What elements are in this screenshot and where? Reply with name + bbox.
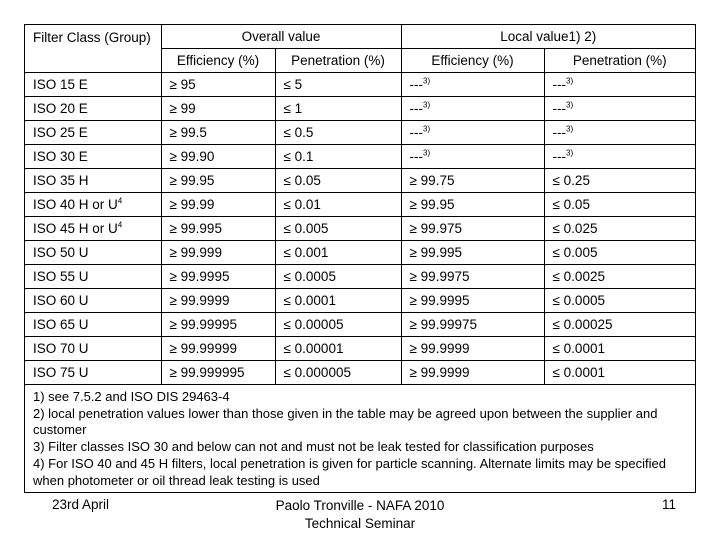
header-local-value: Local value1) 2) xyxy=(401,25,695,49)
table-row xyxy=(25,73,695,97)
local-efficiency-cell-text: --- xyxy=(409,125,424,140)
overall-penetration-cell-text: ≤ 0.005 xyxy=(283,221,329,236)
local-efficiency-cell xyxy=(401,193,544,217)
local-efficiency-cell-text: ≥ 99.975 xyxy=(409,221,462,236)
overall-penetration-cell-text: ≤ 0.0005 xyxy=(283,269,336,284)
header-overall-penetration: Penetration (%) xyxy=(275,49,401,73)
local-penetration-cell-text: --- xyxy=(552,149,567,164)
footer-page-number: 11 xyxy=(661,497,676,512)
footer-author-line1: Paolo Tronville - NAFA 2010 xyxy=(275,498,445,513)
overall-penetration-cell-text: ≤ 0.05 xyxy=(283,173,321,188)
table-row xyxy=(25,217,695,241)
local-efficiency-cell xyxy=(401,337,544,361)
local-penetration-cell-text: ≤ 0.0001 xyxy=(552,341,605,356)
local-penetration-cell-superscript: 3) xyxy=(566,124,574,134)
local-efficiency-cell xyxy=(401,241,544,265)
filter-class-cell xyxy=(25,169,161,193)
local-penetration-cell xyxy=(544,121,695,145)
local-efficiency-cell-superscript: 3) xyxy=(423,148,431,158)
filter-class-cell-text: ISO 60 U xyxy=(33,293,89,308)
table-row xyxy=(25,313,695,337)
local-efficiency-cell-text: ≥ 99.95 xyxy=(409,197,455,212)
local-penetration-cell-text: ≤ 0.0025 xyxy=(552,269,605,284)
local-efficiency-cell-text: ≥ 99.75 xyxy=(409,173,455,188)
footnote: 3) Filter classes ISO 30 and below can not and must not be leak tested for classification purposes xyxy=(33,439,594,455)
overall-efficiency-cell-text: ≥ 95 xyxy=(169,77,196,92)
overall-penetration-cell-text: ≤ 0.00001 xyxy=(283,341,344,356)
local-efficiency-cell-superscript: 3) xyxy=(423,100,431,110)
table-row xyxy=(25,145,695,169)
filter-class-cell xyxy=(25,97,161,121)
filter-class-cell-text: ISO 50 U xyxy=(33,245,89,260)
local-penetration-cell xyxy=(544,289,695,313)
footnote: 4) For ISO 40 and 45 H filters, local penetration is given for particle scanning. Alternate limits may be specified when photometer or oil thread leak testing is used xyxy=(33,455,666,488)
footnote: 1) see 7.5.2 and ISO DIS 29463-4 xyxy=(33,389,230,404)
local-efficiency-cell xyxy=(401,289,544,313)
overall-efficiency-cell-text: ≥ 99.9999 xyxy=(169,293,230,308)
footer-date: 23rd April xyxy=(52,497,110,512)
filter-class-cell-text: ISO 25 E xyxy=(33,125,88,140)
table-row xyxy=(25,265,695,289)
overall-efficiency-cell xyxy=(161,337,275,361)
footnotes xyxy=(25,385,695,489)
local-efficiency-cell-superscript: 3) xyxy=(423,76,431,86)
filter-class-cell-text: ISO 70 U xyxy=(33,341,89,356)
table-body xyxy=(25,73,695,385)
overall-efficiency-cell xyxy=(161,313,275,337)
local-efficiency-cell xyxy=(401,97,544,121)
overall-penetration-cell xyxy=(275,217,401,241)
local-penetration-cell xyxy=(544,145,695,169)
filter-class-cell xyxy=(25,121,161,145)
footer-author-line2: Technical Seminar xyxy=(304,516,416,531)
overall-efficiency-cell xyxy=(161,217,275,241)
overall-efficiency-cell xyxy=(161,193,275,217)
overall-penetration-cell-text: ≤ 0.000005 xyxy=(283,365,351,380)
local-penetration-cell xyxy=(544,337,695,361)
overall-penetration-cell xyxy=(275,97,401,121)
filter-class-cell-text: ISO 40 H or U xyxy=(33,197,118,212)
table-row xyxy=(25,361,695,385)
filter-class-cell xyxy=(25,241,161,265)
local-efficiency-cell xyxy=(401,265,544,289)
overall-efficiency-cell-text: ≥ 99.5 xyxy=(169,125,207,140)
local-efficiency-cell xyxy=(401,73,544,97)
overall-efficiency-cell-text: ≥ 99.99999 xyxy=(169,341,237,356)
slide-footer xyxy=(0,494,720,540)
overall-efficiency-cell xyxy=(161,169,275,193)
local-efficiency-cell-text: ≥ 99.9999 xyxy=(409,365,470,380)
overall-efficiency-cell xyxy=(161,145,275,169)
overall-penetration-cell xyxy=(275,145,401,169)
footer-author xyxy=(230,497,490,533)
filter-class-cell xyxy=(25,265,161,289)
overall-efficiency-cell-text: ≥ 99 xyxy=(169,101,196,116)
overall-penetration-cell xyxy=(275,73,401,97)
filter-class-cell-text: ISO 65 U xyxy=(33,317,89,332)
header-filter-class: Filter Class (Group) xyxy=(25,25,161,73)
overall-penetration-cell-text: ≤ 1 xyxy=(283,101,303,116)
overall-penetration-cell-text: ≤ 0.01 xyxy=(283,197,321,212)
local-efficiency-cell-superscript: 3) xyxy=(423,124,431,134)
local-penetration-cell xyxy=(544,73,695,97)
local-penetration-cell-text: ≤ 0.025 xyxy=(552,221,598,236)
local-efficiency-cell xyxy=(401,217,544,241)
local-penetration-cell-text: --- xyxy=(552,77,567,92)
local-penetration-cell xyxy=(544,241,695,265)
local-penetration-cell-superscript: 3) xyxy=(566,148,574,158)
filter-class-cell xyxy=(25,217,161,241)
filter-class-cell-superscript: 4 xyxy=(117,196,123,206)
overall-penetration-cell xyxy=(275,313,401,337)
filter-class-cell-text: ISO 15 E xyxy=(33,77,88,92)
overall-efficiency-cell xyxy=(161,289,275,313)
overall-efficiency-cell-text: ≥ 99.999 xyxy=(169,245,222,260)
filter-class-cell-text: ISO 75 U xyxy=(33,365,89,380)
table-row xyxy=(25,97,695,121)
overall-efficiency-cell-text: ≥ 99.95 xyxy=(169,173,215,188)
overall-penetration-cell-text: ≤ 0.5 xyxy=(283,125,314,140)
local-efficiency-cell-text: --- xyxy=(409,149,424,164)
filter-class-cell xyxy=(25,145,161,169)
local-penetration-cell xyxy=(544,265,695,289)
overall-efficiency-cell-text: ≥ 99.90 xyxy=(169,149,215,164)
overall-penetration-cell xyxy=(275,241,401,265)
overall-efficiency-cell-text: ≥ 99.995 xyxy=(169,221,222,236)
local-efficiency-cell-text: ≥ 99.9995 xyxy=(409,293,470,308)
overall-efficiency-cell xyxy=(161,121,275,145)
filter-class-cell-text: ISO 45 H or U xyxy=(33,221,118,236)
overall-efficiency-cell xyxy=(161,361,275,385)
local-efficiency-cell-text: --- xyxy=(409,77,424,92)
local-penetration-cell-text: ≤ 0.0001 xyxy=(552,365,605,380)
local-efficiency-cell xyxy=(401,169,544,193)
local-penetration-cell-superscript: 3) xyxy=(566,100,574,110)
overall-efficiency-cell xyxy=(161,241,275,265)
filter-class-cell xyxy=(25,73,161,97)
overall-penetration-cell xyxy=(275,193,401,217)
local-penetration-cell xyxy=(544,169,695,193)
filter-class-cell-text: ISO 35 H xyxy=(33,173,89,188)
overall-penetration-cell xyxy=(275,361,401,385)
overall-penetration-cell xyxy=(275,265,401,289)
local-penetration-cell-text: ≤ 0.00025 xyxy=(552,317,613,332)
local-efficiency-cell-text: ≥ 99.9975 xyxy=(409,269,470,284)
overall-efficiency-cell-text: ≥ 99.999995 xyxy=(169,365,245,380)
filter-class-cell-superscript: 4 xyxy=(117,220,123,230)
filter-class-cell-text: ISO 20 E xyxy=(33,101,88,116)
filter-class-cell-text: ISO 30 E xyxy=(33,149,88,164)
table-row xyxy=(25,121,695,145)
filter-class-table xyxy=(25,25,695,385)
local-penetration-cell-text: ≤ 0.0005 xyxy=(552,293,605,308)
local-penetration-cell-text: --- xyxy=(552,101,567,116)
local-efficiency-cell xyxy=(401,145,544,169)
table-row xyxy=(25,169,695,193)
table-row xyxy=(25,241,695,265)
overall-efficiency-cell xyxy=(161,97,275,121)
local-efficiency-cell xyxy=(401,121,544,145)
slide-frame xyxy=(24,24,696,493)
local-penetration-cell-text: --- xyxy=(552,125,567,140)
local-penetration-cell xyxy=(544,217,695,241)
local-penetration-cell-superscript: 3) xyxy=(566,76,574,86)
overall-penetration-cell xyxy=(275,289,401,313)
local-efficiency-cell-text: ≥ 99.9999 xyxy=(409,341,470,356)
local-penetration-cell xyxy=(544,193,695,217)
local-penetration-cell-text: ≤ 0.005 xyxy=(552,245,598,260)
overall-penetration-cell xyxy=(275,121,401,145)
local-penetration-cell xyxy=(544,313,695,337)
header-row-1 xyxy=(25,25,695,49)
footnote: 2) local penetration values lower than those given in the table may be agreed upon between the supplier and customer xyxy=(33,405,658,438)
overall-penetration-cell-text: ≤ 5 xyxy=(283,77,303,92)
local-efficiency-cell xyxy=(401,361,544,385)
filter-class-cell xyxy=(25,337,161,361)
table-row xyxy=(25,289,695,313)
local-penetration-cell-text: ≤ 0.25 xyxy=(552,173,590,188)
overall-penetration-cell-text: ≤ 0.0001 xyxy=(283,293,336,308)
table-row xyxy=(25,337,695,361)
local-efficiency-cell-text: ≥ 99.995 xyxy=(409,245,462,260)
header-overall-efficiency: Efficiency (%) xyxy=(161,49,275,73)
local-penetration-cell-text: ≤ 0.05 xyxy=(552,197,590,212)
overall-efficiency-cell xyxy=(161,265,275,289)
filter-class-cell xyxy=(25,193,161,217)
overall-penetration-cell-text: ≤ 0.001 xyxy=(283,245,329,260)
filter-class-cell xyxy=(25,313,161,337)
overall-penetration-cell xyxy=(275,337,401,361)
local-efficiency-cell xyxy=(401,313,544,337)
filter-class-cell xyxy=(25,289,161,313)
overall-efficiency-cell-text: ≥ 99.99 xyxy=(169,197,215,212)
header-overall-value: Overall value xyxy=(161,25,401,49)
filter-class-cell-text: ISO 55 U xyxy=(33,269,89,284)
table-row xyxy=(25,193,695,217)
overall-efficiency-cell-text: ≥ 99.9995 xyxy=(169,269,230,284)
overall-efficiency-cell xyxy=(161,73,275,97)
local-efficiency-cell-text: ≥ 99.99975 xyxy=(409,317,477,332)
header-local-efficiency: Efficiency (%) xyxy=(401,49,544,73)
overall-penetration-cell-text: ≤ 0.00005 xyxy=(283,317,344,332)
overall-penetration-cell-text: ≤ 0.1 xyxy=(283,149,314,164)
overall-penetration-cell xyxy=(275,169,401,193)
filter-class-cell xyxy=(25,361,161,385)
local-penetration-cell xyxy=(544,361,695,385)
local-penetration-cell xyxy=(544,97,695,121)
local-efficiency-cell-text: --- xyxy=(409,101,424,116)
overall-efficiency-cell-text: ≥ 99.99995 xyxy=(169,317,237,332)
header-local-penetration: Penetration (%) xyxy=(544,49,695,73)
